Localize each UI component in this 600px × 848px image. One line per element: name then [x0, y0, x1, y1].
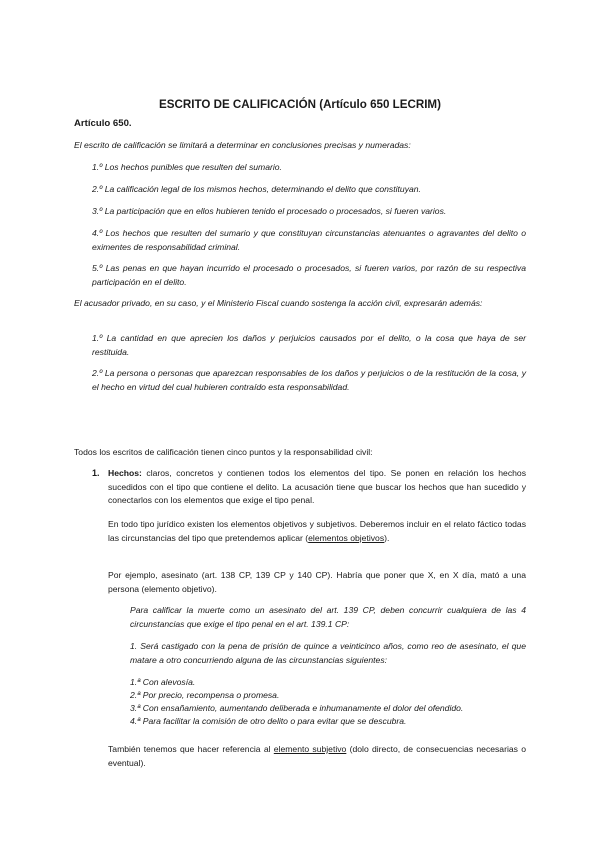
quote-paragraph: 1. Será castigado con la pena de prisión de quince a veinticinco años, como reo de asesinato, el que matare a otro concurriendo alguna de las circunstancias siguientes:	[130, 641, 526, 665]
point1-paragraph-4	[108, 743, 526, 770]
elementos-objetivos-link: elementos objetivos	[308, 532, 385, 543]
article-label: Artículo 650.	[74, 118, 132, 129]
list-item: 5.º Las penas en que hayan incurrido el procesado o procesados, si fueren varios, por razón de su respectiva participación en el delito.	[92, 263, 526, 287]
list-item: 4.º Los hechos que resulten del sumario y que constituyan circunstancias atenuantes o agravantes del delito o eximentes de responsabilidad criminal.	[92, 228, 526, 252]
para4-text: También tenemos que hacer referencia al	[108, 744, 274, 754]
para4-end: (dolo directo, de consecuencias necesarias o eventual).	[108, 744, 526, 768]
point-number: 1.	[92, 468, 100, 478]
quote-paragraph: Para calificar la muerte como un asesinato del art. 139 CP, deben concurrir cualquiera de las 4 circunstancias que exige el tipo penal en el art. 139.1 CP:	[130, 605, 526, 629]
list-item: 3.º La participación que en ellos hubieren tenido el procesado o procesados, si fueren varios.	[92, 206, 447, 216]
circumstance-item: 3.ª Con ensañamiento, aumentando deliberada e inhumanamente el dolor del ofendido.	[130, 703, 464, 713]
private-accuser-paragraph: El acusador privado, en su caso, y el Ministerio Fiscal cuando sostenga la acción civil, expresarán además:	[74, 298, 483, 308]
circumstance-item: 1.ª Con alevosía.	[130, 677, 196, 687]
circumstance-item: 4.ª Para facilitar la comisión de otro delito o para evitar que se descubra.	[130, 716, 407, 726]
point1-paragraph-3: Por ejemplo, asesinato (art. 138 CP, 139 CP y 140 CP). Habría que poner que X, en X día, mató a una persona (elemento objetivo).	[108, 570, 526, 594]
point1-paragraph	[108, 467, 526, 508]
point1-heading: Hechos:	[108, 468, 142, 478]
point1-text: claros, concretos y contienen todos los elementos del tipo. Se ponen en relación los hechos sucedidos con el tipo que contiene el delito. La acusación tiene que buscar los hechos que han sucedido y conectarlos con los elementos que exige el tipo penal.	[108, 468, 526, 506]
civil-item: 1.º La cantidad en que aprecien los daños y perjuicios causados por el delito, o la cosa que haya de ser restituida.	[92, 333, 526, 357]
civil-item: 2.º La persona o personas que aparezcan responsables de los daños y perjuicios o de la restitución de la cosa, y el hecho en virtud del cual hubieren contraído esta responsabilidad.	[92, 368, 526, 392]
circumstances-list	[130, 676, 526, 728]
circumstance-item: 2.ª Por precio, recompensa o promesa.	[130, 690, 280, 700]
para2-end: ).	[384, 532, 390, 543]
point1-paragraph-2	[108, 518, 526, 545]
document-title: ESCRITO DE CALIFICACIÓN (Artículo 650 LECRIM)	[159, 98, 441, 111]
summary-paragraph: Todos los escritos de calificación tienen cinco puntos y la responsabilidad civil:	[74, 447, 373, 457]
list-item: 1.º Los hechos punibles que resulten del sumario.	[92, 162, 282, 172]
elemento-subjetivo-link: elemento subjetivo	[273, 744, 347, 754]
list-item: 2.º La calificación legal de los mismos hechos, determinando el delito que constituyan.	[92, 184, 421, 194]
intro-paragraph: El escrito de calificación se limitará a determinar en conclusiones precisas y numeradas:	[74, 140, 411, 150]
para2-text: En todo tipo jurídico existen los elementos objetivos y subjetivos. Deberemos incluir en el relato fáctico todas las circunstancias del tipo que pretendemos aplicar (	[108, 519, 526, 543]
